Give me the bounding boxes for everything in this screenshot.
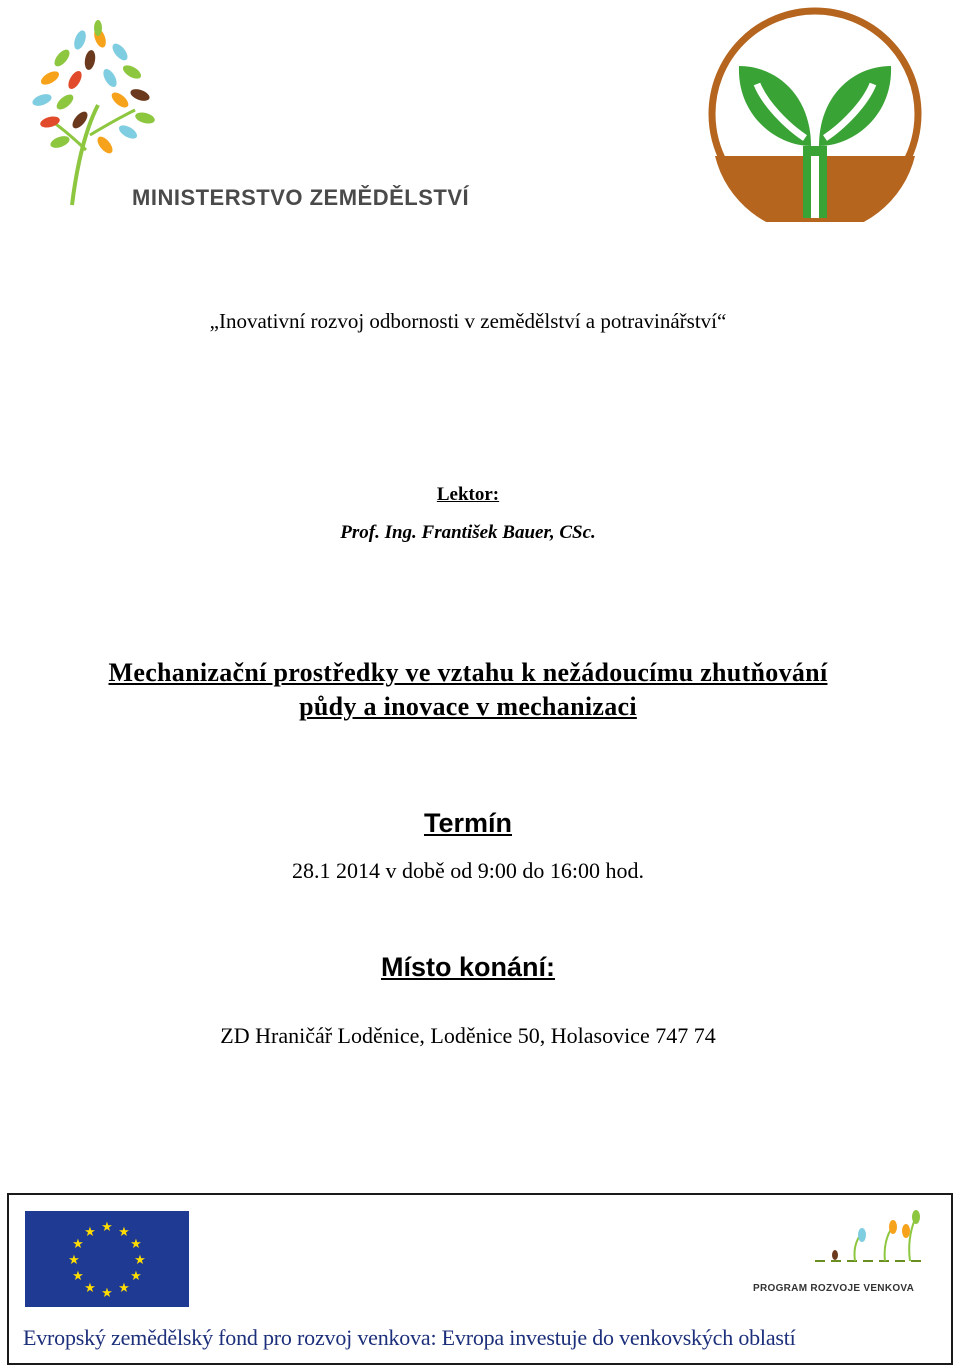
ministry-logo [20,20,470,215]
rural-development-programme-logo [735,1209,931,1309]
svg-text:★: ★ [101,1220,113,1235]
place-value: ZD Hraničář Loděnice, Loděnice 50, Holasovice 747 74 [220,1023,716,1048]
eu-flag-icon [25,1211,189,1307]
date-value: 28.1 2014 v době od 9:00 do 16:00 hod. [292,858,644,883]
svg-text:★: ★ [101,1286,113,1301]
svg-text:★: ★ [84,1225,96,1240]
svg-text:★: ★ [84,1281,96,1296]
sprout-logo-icon [707,6,923,222]
svg-text:★: ★ [72,1269,84,1284]
svg-text:★: ★ [118,1281,130,1296]
eu-fund-slogan: Evropský zemědělský fond pro rozvoj venkova: Evropa investuje do venkovských oblastí [23,1325,796,1350]
course-title-line-2: půdy a inovace v mechanizaci [299,692,637,721]
course-title [0,656,936,724]
svg-text:★: ★ [72,1237,84,1252]
programme-title: „Inovativní rozvoj odbornosti v zemědělství a potravinářství“ [209,309,727,333]
svg-text:★: ★ [118,1225,130,1240]
place-label: Místo konání: [381,952,555,982]
eu-funding-box [7,1193,953,1365]
lecturer-name: Prof. Ing. František Bauer, CSc. [340,522,596,543]
date-label: Termín [423,808,512,838]
prv-plants-icon [735,1209,931,1289]
course-title-line-1: Mechanizační prostředky ve vztahu k nežádoucímu zhutňování [108,658,828,687]
svg-text:★: ★ [134,1253,146,1268]
svg-text:★: ★ [68,1253,80,1268]
lecturer-label: Lektor: [436,484,500,505]
svg-text:★: ★ [130,1269,142,1284]
ministry-logo-text: MINISTERSTVO ZEMĚDĚLSTVÍ [132,185,470,210]
prv-logo-text: PROGRAM ROZVOJE VENKOVA [753,1283,915,1294]
svg-text:★: ★ [130,1237,142,1252]
